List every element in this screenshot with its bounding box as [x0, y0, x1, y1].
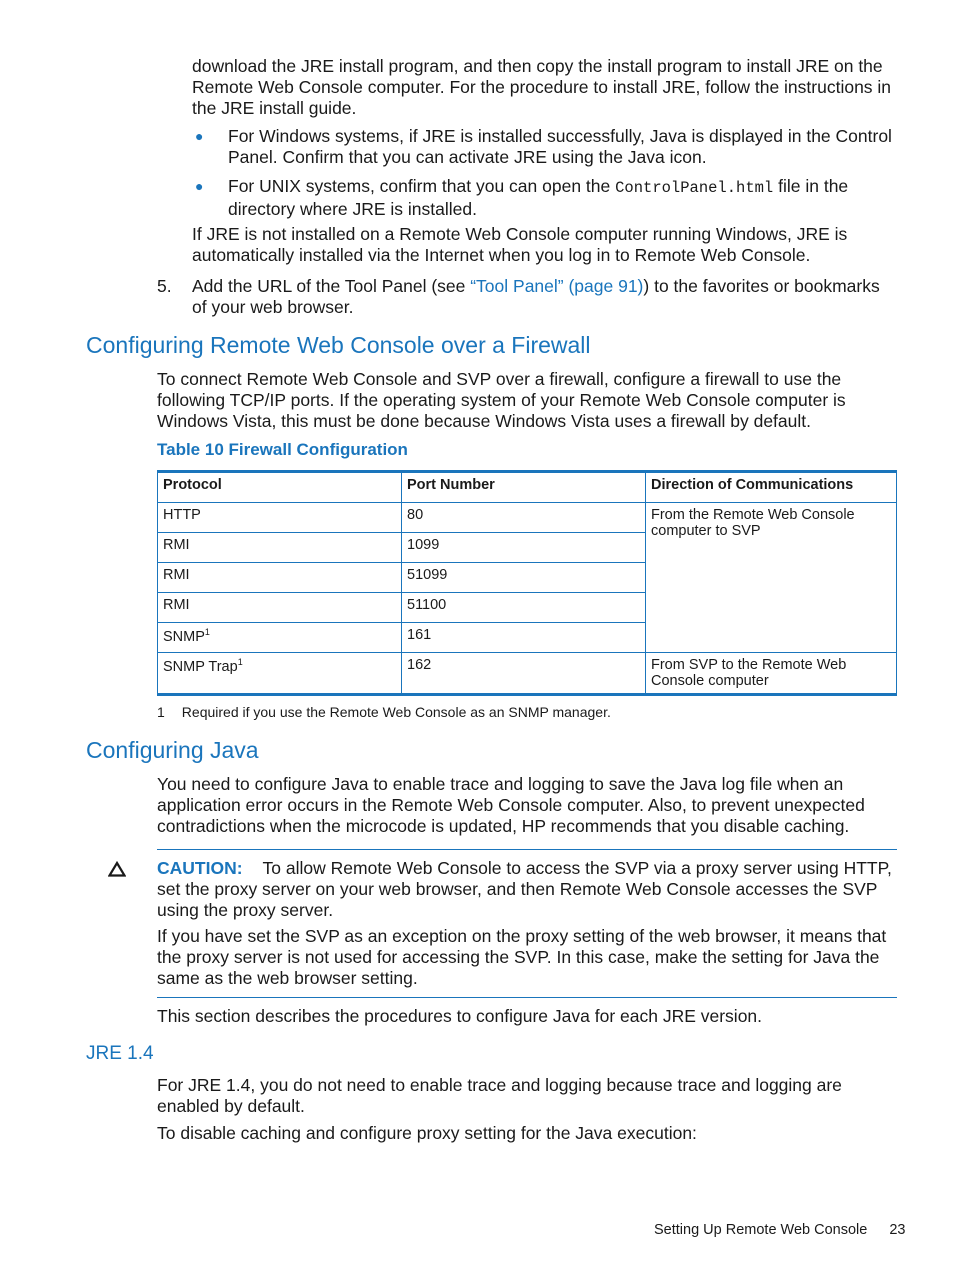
jre-auto-install-paragraph: If JRE is not installed on a Remote Web Console computer running Windows, JRE is automatically installed via the Internet when you log in to Remote Web Console.: [192, 224, 848, 265]
jre14-paragraph-2: To disable caching and configure proxy setting for the Java execution:: [157, 1123, 697, 1143]
table-row: [158, 503, 897, 533]
footnote-ref: 1: [237, 657, 243, 667]
step-5-text: Add the URL of the Tool Panel (see: [192, 276, 471, 296]
footnote-ref: 1: [204, 627, 210, 637]
cell-protocol: RMI: [158, 533, 402, 563]
firewall-heading: Configuring Remote Web Console over a Firewall: [86, 332, 591, 358]
caution-paragraph-2: If you have set the SVP as an exception on the proxy setting of the web browser, it means that the proxy server is not used for accessing the SVP. In this case, make the setting for Java the same as the web browser setting.: [157, 926, 887, 988]
cell-protocol: RMI: [158, 563, 402, 593]
cell-port: 1099: [402, 533, 646, 563]
step-5: [192, 276, 897, 318]
cell-protocol: RMI: [158, 593, 402, 623]
cell-direction: From SVP to the Remote Web Console computer: [646, 653, 897, 695]
cell-direction: From the Remote Web Console computer to SVP: [646, 503, 897, 653]
step-5-text-end: ) to the favorites or bookmarks of your web browser.: [192, 276, 880, 317]
bullet-windows: For Windows systems, if JRE is installed successfully, Java is displayed in the Control Panel. Confirm that you can activate JRE using the Java icon.: [228, 126, 892, 167]
bullet-icon: ●: [195, 178, 204, 194]
java-heading: Configuring Java: [86, 737, 259, 763]
cell-protocol-text: SNMP Trap: [163, 658, 238, 675]
header-protocol: Protocol: [158, 472, 402, 503]
cell-protocol: [158, 653, 402, 695]
footnote-text: Required if you use the Remote Web Console as an SNMP manager.: [181, 704, 611, 720]
step-number: 5.: [157, 276, 172, 296]
cell-protocol: [158, 623, 402, 653]
table-footnote: [157, 704, 611, 720]
cell-port: 161: [402, 623, 646, 653]
bullet-unix: [228, 176, 898, 220]
cell-port: 51100: [402, 593, 646, 623]
caution-top-rule: [157, 849, 897, 850]
header-port: Port Number: [402, 472, 646, 503]
code-controlpanel: ControlPanel.html: [615, 179, 774, 197]
caution-paragraph: [157, 858, 899, 921]
table-row: [158, 653, 897, 695]
jre14-heading: JRE 1.4: [86, 1043, 154, 1064]
firewall-table: [157, 470, 897, 696]
bullet-unix-text-end: file in the directory where JRE is installed.: [228, 176, 849, 219]
caution-icon: [108, 861, 126, 877]
caution-label: CAUTION:: [157, 858, 243, 878]
page-number: 23: [889, 1222, 906, 1238]
cell-port: 162: [402, 653, 646, 695]
jre14-paragraph: For JRE 1.4, you do not need to enable trace and logging because trace and logging are enabled by default.: [157, 1075, 842, 1116]
footnote-number: 1: [157, 704, 165, 720]
java-paragraph: You need to configure Java to enable trace and logging to save the Java log file when an application error occurs in the Remote Web Console computer. Also, to prevent unexpected contradictions when the microcode is updated, HP recommends that you disable caching.: [157, 774, 865, 836]
page-footer: [654, 1222, 905, 1238]
cell-port: 80: [402, 503, 646, 533]
intro-paragraph: download the JRE install program, and then copy the install program to install JRE on the Remote Web Console computer. For the procedure to install JRE, follow the instructions in the JRE install guide.: [192, 56, 892, 118]
header-direction: Direction of Communications: [646, 472, 897, 503]
tool-panel-link[interactable]: “Tool Panel” (page 91): [470, 276, 644, 296]
caution-text: To allow Remote Web Console to access the SVP via a proxy server using HTTP, set the proxy server on your web browser, and then Remote Web Console accesses the SVP using the proxy server.: [157, 858, 892, 920]
cell-protocol: HTTP: [158, 503, 402, 533]
cell-port: 51099: [402, 563, 646, 593]
cell-protocol-text: SNMP: [163, 628, 205, 645]
section-description: This section describes the procedures to configure Java for each JRE version.: [157, 1006, 763, 1026]
caution-bottom-rule: [157, 997, 897, 998]
bullet-unix-text: For UNIX systems, confirm that you can open the: [228, 176, 616, 196]
firewall-paragraph: To connect Remote Web Console and SVP over a firewall, configure a firewall to use the following TCP/IP ports. If the operating system of your Remote Web Console computer is Windows Vista, this must be done because Windows Vista uses a firewall by default.: [157, 369, 846, 431]
footer-title: Setting Up Remote Web Console: [654, 1222, 868, 1238]
bullet-icon: ●: [195, 128, 204, 144]
table-caption: Table 10 Firewall Configuration: [157, 440, 408, 459]
table-header-row: [158, 472, 897, 503]
